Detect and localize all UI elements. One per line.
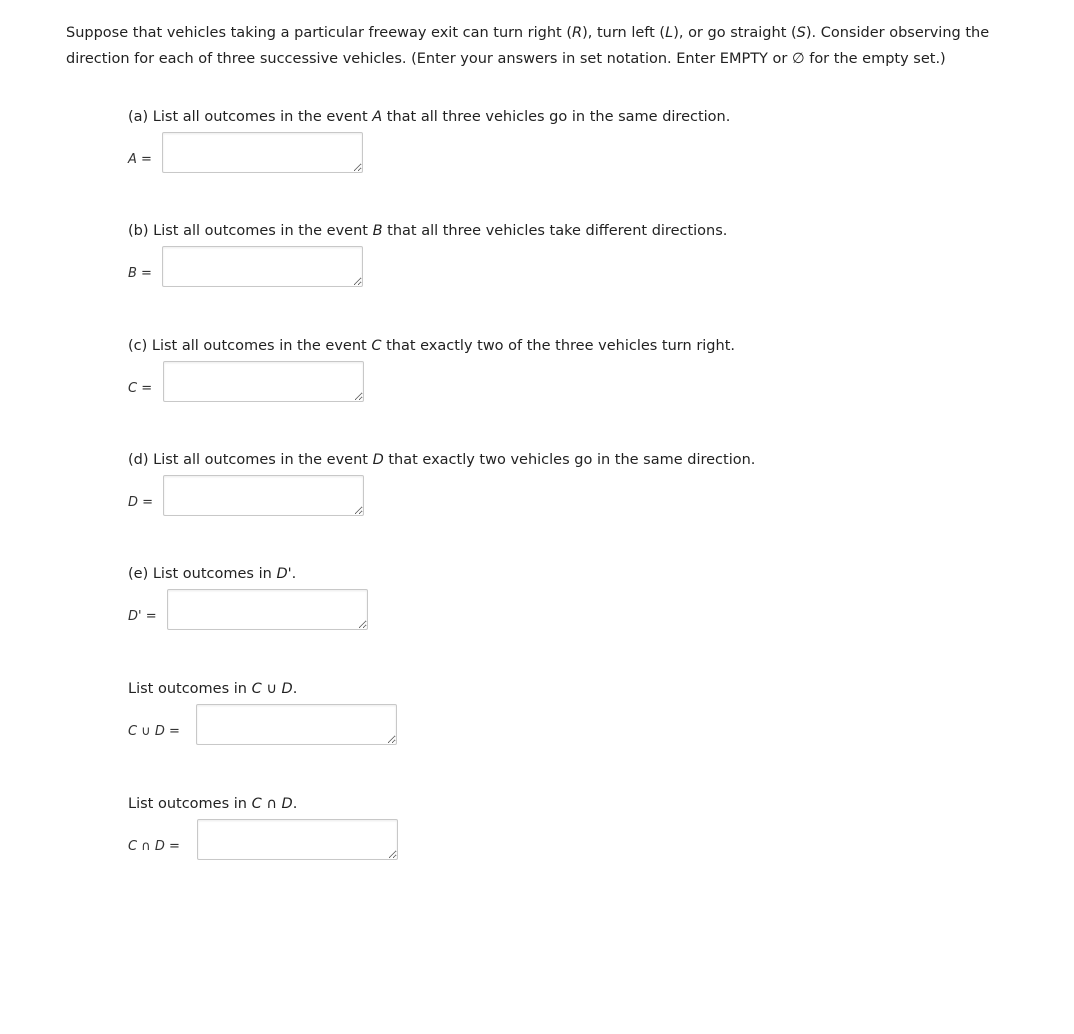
label-variable: D (128, 495, 139, 510)
question-text: (a) List all outcomes in the event (128, 109, 373, 125)
event-variable: C ∩ D (251, 796, 293, 812)
question-text: (c) List all outcomes in the event (128, 338, 372, 354)
intro-text: ), turn left ( (582, 25, 666, 41)
question-b (128, 221, 727, 241)
question-text: (e) List outcomes in (128, 566, 277, 582)
answer-label-c-union-d (128, 724, 180, 739)
question-text: that exactly two vehicles go in the same direction. (383, 452, 756, 468)
event-variable: C ∪ D (251, 681, 293, 697)
answer-input-b[interactable] (162, 246, 363, 287)
answer-input-c[interactable] (163, 361, 364, 402)
equals-sign: = (164, 724, 180, 739)
equals-sign: = (137, 381, 153, 396)
event-variable: D' (276, 566, 292, 582)
var-s: S (796, 25, 806, 41)
var-r: R (572, 25, 583, 41)
question-text: that all three vehicles go in the same direction. (382, 109, 731, 125)
question-c (128, 336, 735, 356)
answer-label-e (128, 609, 157, 624)
problem-statement (66, 20, 1056, 72)
label-variable: A (128, 152, 137, 167)
event-variable: C (371, 338, 382, 354)
event-variable: A (372, 109, 383, 125)
question-text: . (291, 566, 297, 582)
label-variable: B (128, 266, 137, 281)
question-text: that exactly two of the three vehicles turn right. (381, 338, 735, 354)
answer-input-e[interactable] (167, 589, 368, 630)
label-variable: C (128, 381, 138, 396)
equals-sign: = (138, 495, 154, 510)
question-text: (b) List all outcomes in the event (128, 223, 373, 239)
answer-label-b (128, 266, 152, 281)
question-text: . (292, 796, 298, 812)
label-variable: D' (128, 609, 142, 624)
equals-sign: = (164, 839, 180, 854)
answer-input-a[interactable] (162, 132, 363, 173)
question-c-union-d (128, 679, 297, 699)
equals-sign: = (141, 609, 157, 624)
question-text: that all three vehicles take different directions. (382, 223, 728, 239)
answer-label-d (128, 495, 153, 510)
question-text: . (292, 681, 298, 697)
answer-label-c-intersect-d (128, 839, 180, 854)
question-c-intersect-d (128, 794, 297, 814)
answer-input-c-intersect-d[interactable] (197, 819, 398, 860)
question-a (128, 107, 730, 127)
question-text: List outcomes in (128, 681, 252, 697)
equals-sign: = (136, 266, 152, 281)
intro-text: Suppose that vehicles taking a particular freeway exit can turn right ( (66, 25, 572, 41)
event-variable: D (372, 452, 384, 468)
question-d (128, 450, 755, 470)
label-variable: C ∪ D (128, 724, 165, 739)
question-text: List outcomes in (128, 796, 252, 812)
question-e (128, 564, 296, 584)
question-text: (d) List all outcomes in the event (128, 452, 373, 468)
label-variable: C ∩ D (128, 839, 165, 854)
intro-text: ), or go straight ( (673, 25, 797, 41)
intro-text: ). Consider observing the direction for each of three successive vehicles. (Enter your answers in set notation. Enter EMPTY or ∅ for the empty set.) (66, 25, 990, 67)
equals-sign: = (136, 152, 152, 167)
var-l: L (665, 25, 674, 41)
answer-label-c (128, 381, 152, 396)
event-variable: B (372, 223, 383, 239)
answer-input-d[interactable] (163, 475, 364, 516)
answer-label-a (128, 152, 152, 167)
answer-input-c-union-d[interactable] (196, 704, 397, 745)
